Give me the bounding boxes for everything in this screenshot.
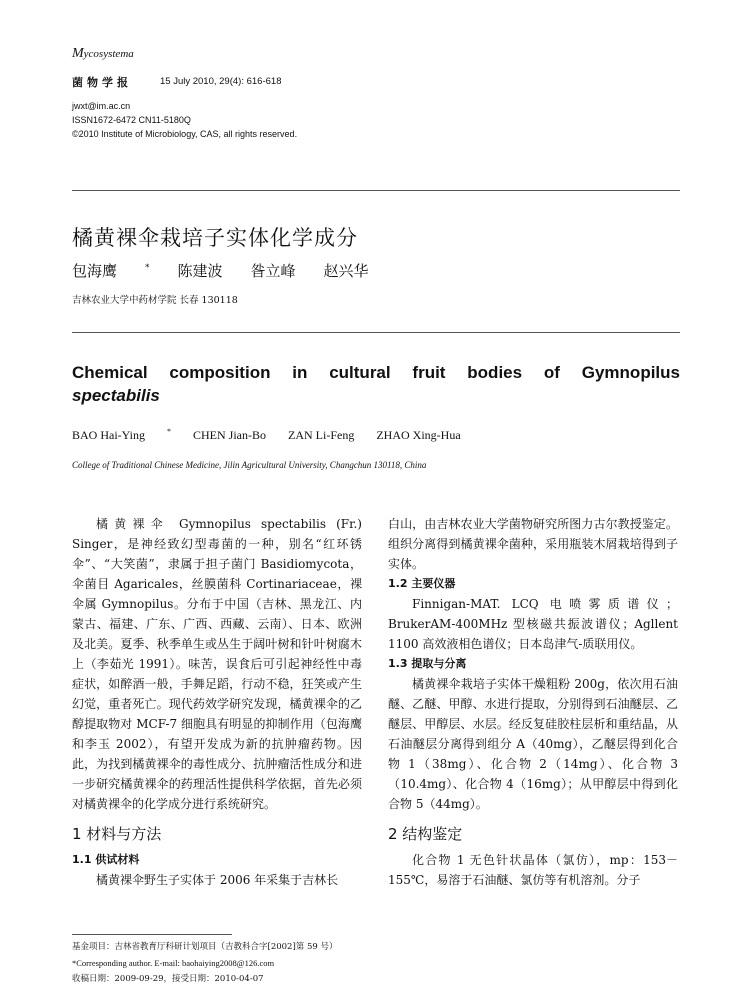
footnote-fund: 基金项目：吉林省教育厅科研计划项目（吉教科合字[2002]第 59 号）: [72, 942, 338, 952]
copyright: ©2010 Institute of Microbiology, CAS, all rights reserved.: [72, 129, 298, 139]
authors-cn: [72, 260, 397, 281]
section-heading-1: 1 材料与方法: [72, 825, 162, 843]
header-divider: [72, 190, 680, 191]
author-en: BAO Hai-Ying *: [72, 427, 171, 442]
footnote-corresponding: *Corresponding author. E-mail: baohaiying2008@126.com: [72, 958, 275, 968]
right-column: [388, 514, 678, 890]
journal-issn: ISSN1672-6472 CN11-5180Q: [72, 115, 191, 125]
subsection-heading-1-3: 1.3 提取与分离: [388, 657, 467, 670]
author-cn: 赵兴华: [323, 262, 369, 280]
author-en: ZHAO Xing-Hua: [376, 428, 461, 442]
journal-name-cn: 菌物学报: [72, 76, 132, 89]
compound1-paragraph: 化合物 1 无色针状晶体（氯仿），mp：153－155℃，易溶于石油醚、氯仿等有机溶剂。分子: [388, 853, 678, 887]
footnote-divider: [72, 934, 232, 935]
journal-email: jwxt@im.ac.cn: [72, 101, 131, 111]
materials-paragraph: 橘黄裸伞野生子实体于 2006 年采集于吉林长: [96, 873, 339, 887]
title-cn: 橘黄裸伞栽培子实体化学成分: [72, 226, 358, 250]
author-en: CHEN Jian-Bo: [193, 428, 266, 442]
authors-en: [72, 427, 483, 443]
title-en: Chemical composition in cultural fruit bodies of Gymnopilus: [72, 363, 680, 382]
left-column: [72, 514, 362, 890]
author-cn: 陈建波: [177, 262, 223, 280]
author-cn: 包海鹰 *: [72, 262, 150, 280]
materials-continued: 白山，由吉林农业大学菌物研究所图力古尔教授鉴定。组织分离得到橘黄裸伞菌种，采用瓶装木屑栽培得到子实体。: [388, 517, 678, 571]
author-cn: 昝立峰: [250, 262, 296, 280]
title-en-line2: spectabilis: [72, 386, 160, 405]
author-en: ZAN Li-Feng: [288, 428, 355, 442]
journal-name: Mycosystema: [72, 46, 134, 61]
instruments-paragraph: Finnigan-MAT. LCQ 电喷雾质谱仪；BrukerAM-400MHz 型核磁共振波谱仪；Agllent 1100 高效液相色谱仪；日本岛津气-质联用仪。: [388, 597, 678, 651]
subsection-heading-1-1: 1.1 供试材料: [72, 853, 140, 866]
affiliation-en: College of Traditional Chinese Medicine, Jilin Agricultural University, Changchun 130118, China: [72, 460, 427, 470]
title-divider: [72, 332, 680, 333]
subsection-heading-1-2: 1.2 主要仪器: [388, 577, 456, 590]
intro-paragraph: 橘黄裸伞 Gymnopilus spectabilis (Fr.) Singer，是神经致幻型毒菌的一种，别名“红环锈伞”、“大笑菌”，隶属于担子菌门 Basidiomycota，伞菌目 Agaricales，丝膜菌科 Cortinariaceae，裸伞属 Gymnopilus。分布于中国（吉林、黑龙江、内蒙古、福建、广东、广西、西藏、云南）、日本、欧洲及北美。夏季、秋季单生或丛生于阔叶树和针叶树腐木上（李茹光 1991）。味苦，误食后可引起神经性中毒症状，如醉酒一般，手舞足蹈，行动不稳，狂笑或产生幻觉，重者死亡。现代药效学研究发现，橘黄裸伞的乙醇提取物对 MCF-7 细胞具有明显的抑制作用（包海鹰和李玉 2002），有望开发成为新的抗肿瘤药物。因此，为找到橘黄裸伞的毒性成分、抗肿瘤活性成分和进一步研究橘黄裸伞的药理活性提供科学依据，首先必须对橘黄裸伞的化学成分进行系统研究。: [72, 517, 362, 811]
issue-info: 15 July 2010, 29(4): 616-618: [160, 76, 282, 87]
affiliation-cn: 吉林农业大学中药材学院 长春 130118: [72, 295, 238, 306]
extraction-paragraph: 橘黄裸伞栽培子实体干燥粗粉 200g，依次用石油醚、乙醚、甲醇、水进行提取，分别得到石油醚层、乙醚层、甲醇层、水层。经反复硅胶柱层析和重结晶，从石油醚层分离得到组分 A（40mg），乙醚层得到化合物 1（38mg）、化合物 2（14mg）、化合物 3（10.4mg）、化合物 4（16mg）；从甲醇层中得到化合物 5（44mg）。: [388, 677, 678, 811]
footnote-dates: 收稿日期：2009-09-29，接受日期：2010-04-07: [72, 974, 264, 984]
section-heading-2: 2 结构鉴定: [388, 825, 463, 843]
